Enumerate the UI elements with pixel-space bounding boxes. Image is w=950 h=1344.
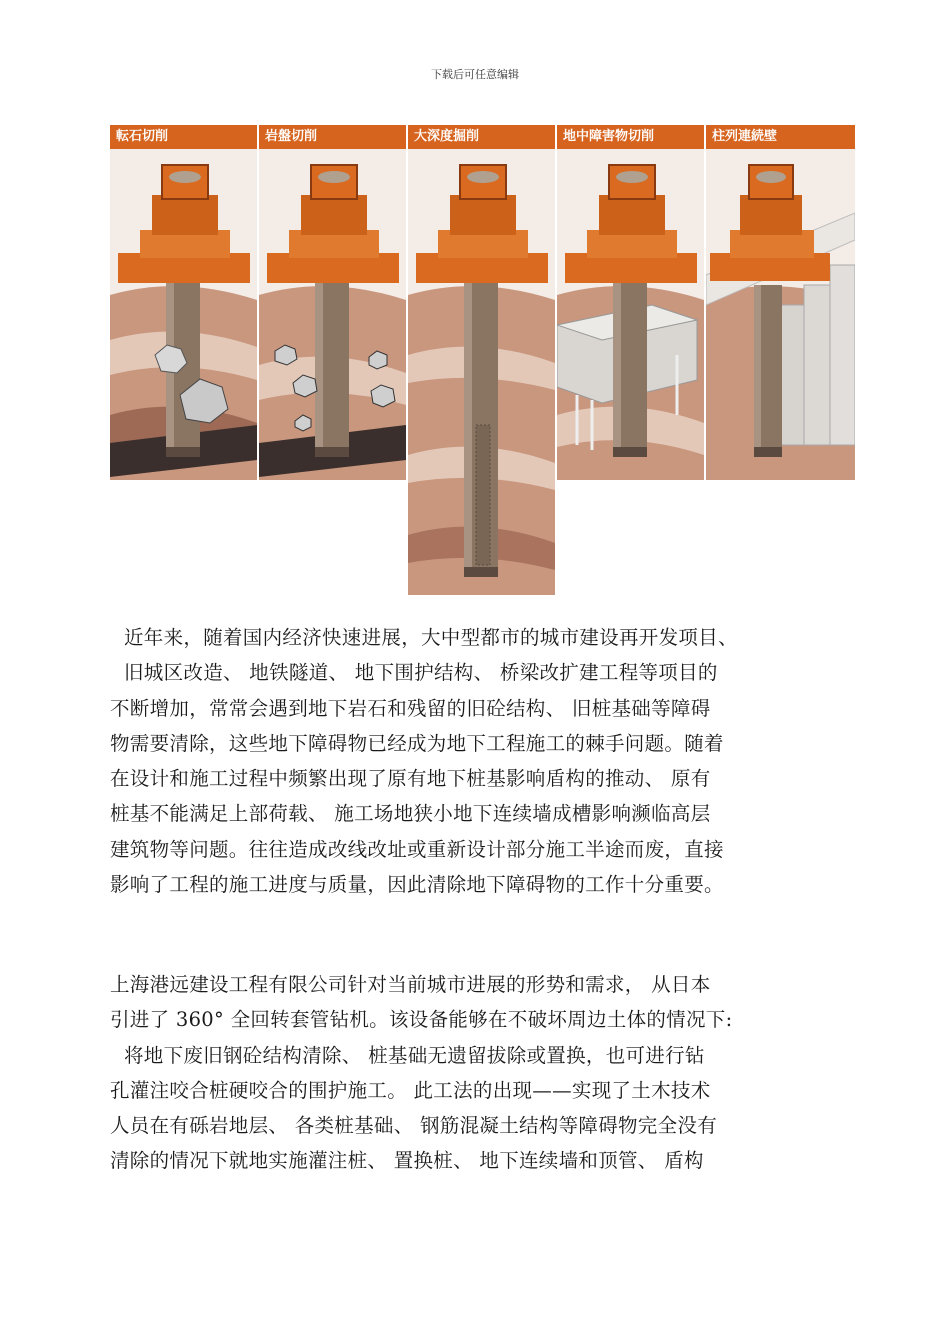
paragraph-line: 将地下废旧钢砼结构清除、 桩基础无遗留拔除或置换，也可进行钻 [124, 1043, 705, 1067]
paragraph-line: 物需要清除，这些地下障碍物已经成为地下工程施工的棘手问题。随着 [110, 731, 724, 755]
paragraph-line: 在设计和施工过程中频繁出现了原有地下桩基影响盾构的推动、 原有 [110, 767, 711, 791]
boulder-cutting-illustration [110, 125, 257, 480]
paragraph-line: 旧城区改造、 地铁隧道、 地下围护结构、 桥梁改扩建工程等项目的 [124, 661, 718, 685]
illustration-panels [110, 125, 855, 595]
paragraph-line: 引进了 360° 全回转套管钻机。该设备能够在不破坏周边土体的情况下: [110, 1008, 733, 1032]
rock-cutting-illustration [259, 125, 406, 480]
continuous-wall-illustration [706, 125, 855, 480]
paragraph-line: 桩基不能满足上部荷载、 施工场地狭小地下连续墙成槽影响濒临高层 [110, 802, 711, 826]
paragraph-line: 清除的情况下就地实施灌注桩、 置换桩、 地下连续墙和顶管、 盾构 [110, 1149, 704, 1173]
panel-label: 柱列連続壁 [706, 125, 855, 149]
deep-excavation-illustration [408, 125, 555, 595]
panel-label: 岩盤切削 [259, 125, 406, 149]
panel-label: 転石切削 [110, 125, 257, 149]
paragraph-company [110, 967, 830, 1179]
header-note: 下载后可任意编辑 [431, 68, 519, 81]
panel-continuous-wall [706, 125, 855, 480]
paragraph-line: 不断增加，常常会遇到地下岩石和残留的旧砼结构、 旧桩基础等障碍 [110, 696, 711, 720]
obstacle-cutting-illustration [557, 125, 704, 480]
panel-deep-excavation [408, 125, 555, 595]
paragraph-line: 孔灌注咬合桩硬咬合的围护施工。 此工法的出现——实现了土木技术 [110, 1078, 711, 1102]
paragraph-line: 建筑物等问题。往往造成改线改址或重新设计部分施工半途而废，直接 [110, 837, 724, 861]
paragraph-line: 人员在有砾岩地层、 各类桩基础、 钢筋混凝土结构等障碍物完全没有 [110, 1114, 717, 1138]
panel-label: 大深度掘削 [408, 125, 555, 149]
panel-obstacle-cutting [557, 125, 704, 480]
paragraph-line: 上海港远建设工程有限公司针对当前城市进展的形势和需求， 从日本 [110, 973, 711, 996]
panel-label: 地中障害物切削 [557, 125, 704, 149]
paragraph-line: 近年来，随着国内经济快速进展，大中型都市的城市建设再开发项目、 [124, 626, 738, 649]
panel-boulder-cutting [110, 125, 257, 480]
panel-rock-cutting [259, 125, 406, 480]
paragraph-intro [110, 620, 830, 902]
paragraph-line: 影响了工程的施工进度与质量，因此清除地下障碍物的工作十分重要。 [110, 873, 724, 897]
